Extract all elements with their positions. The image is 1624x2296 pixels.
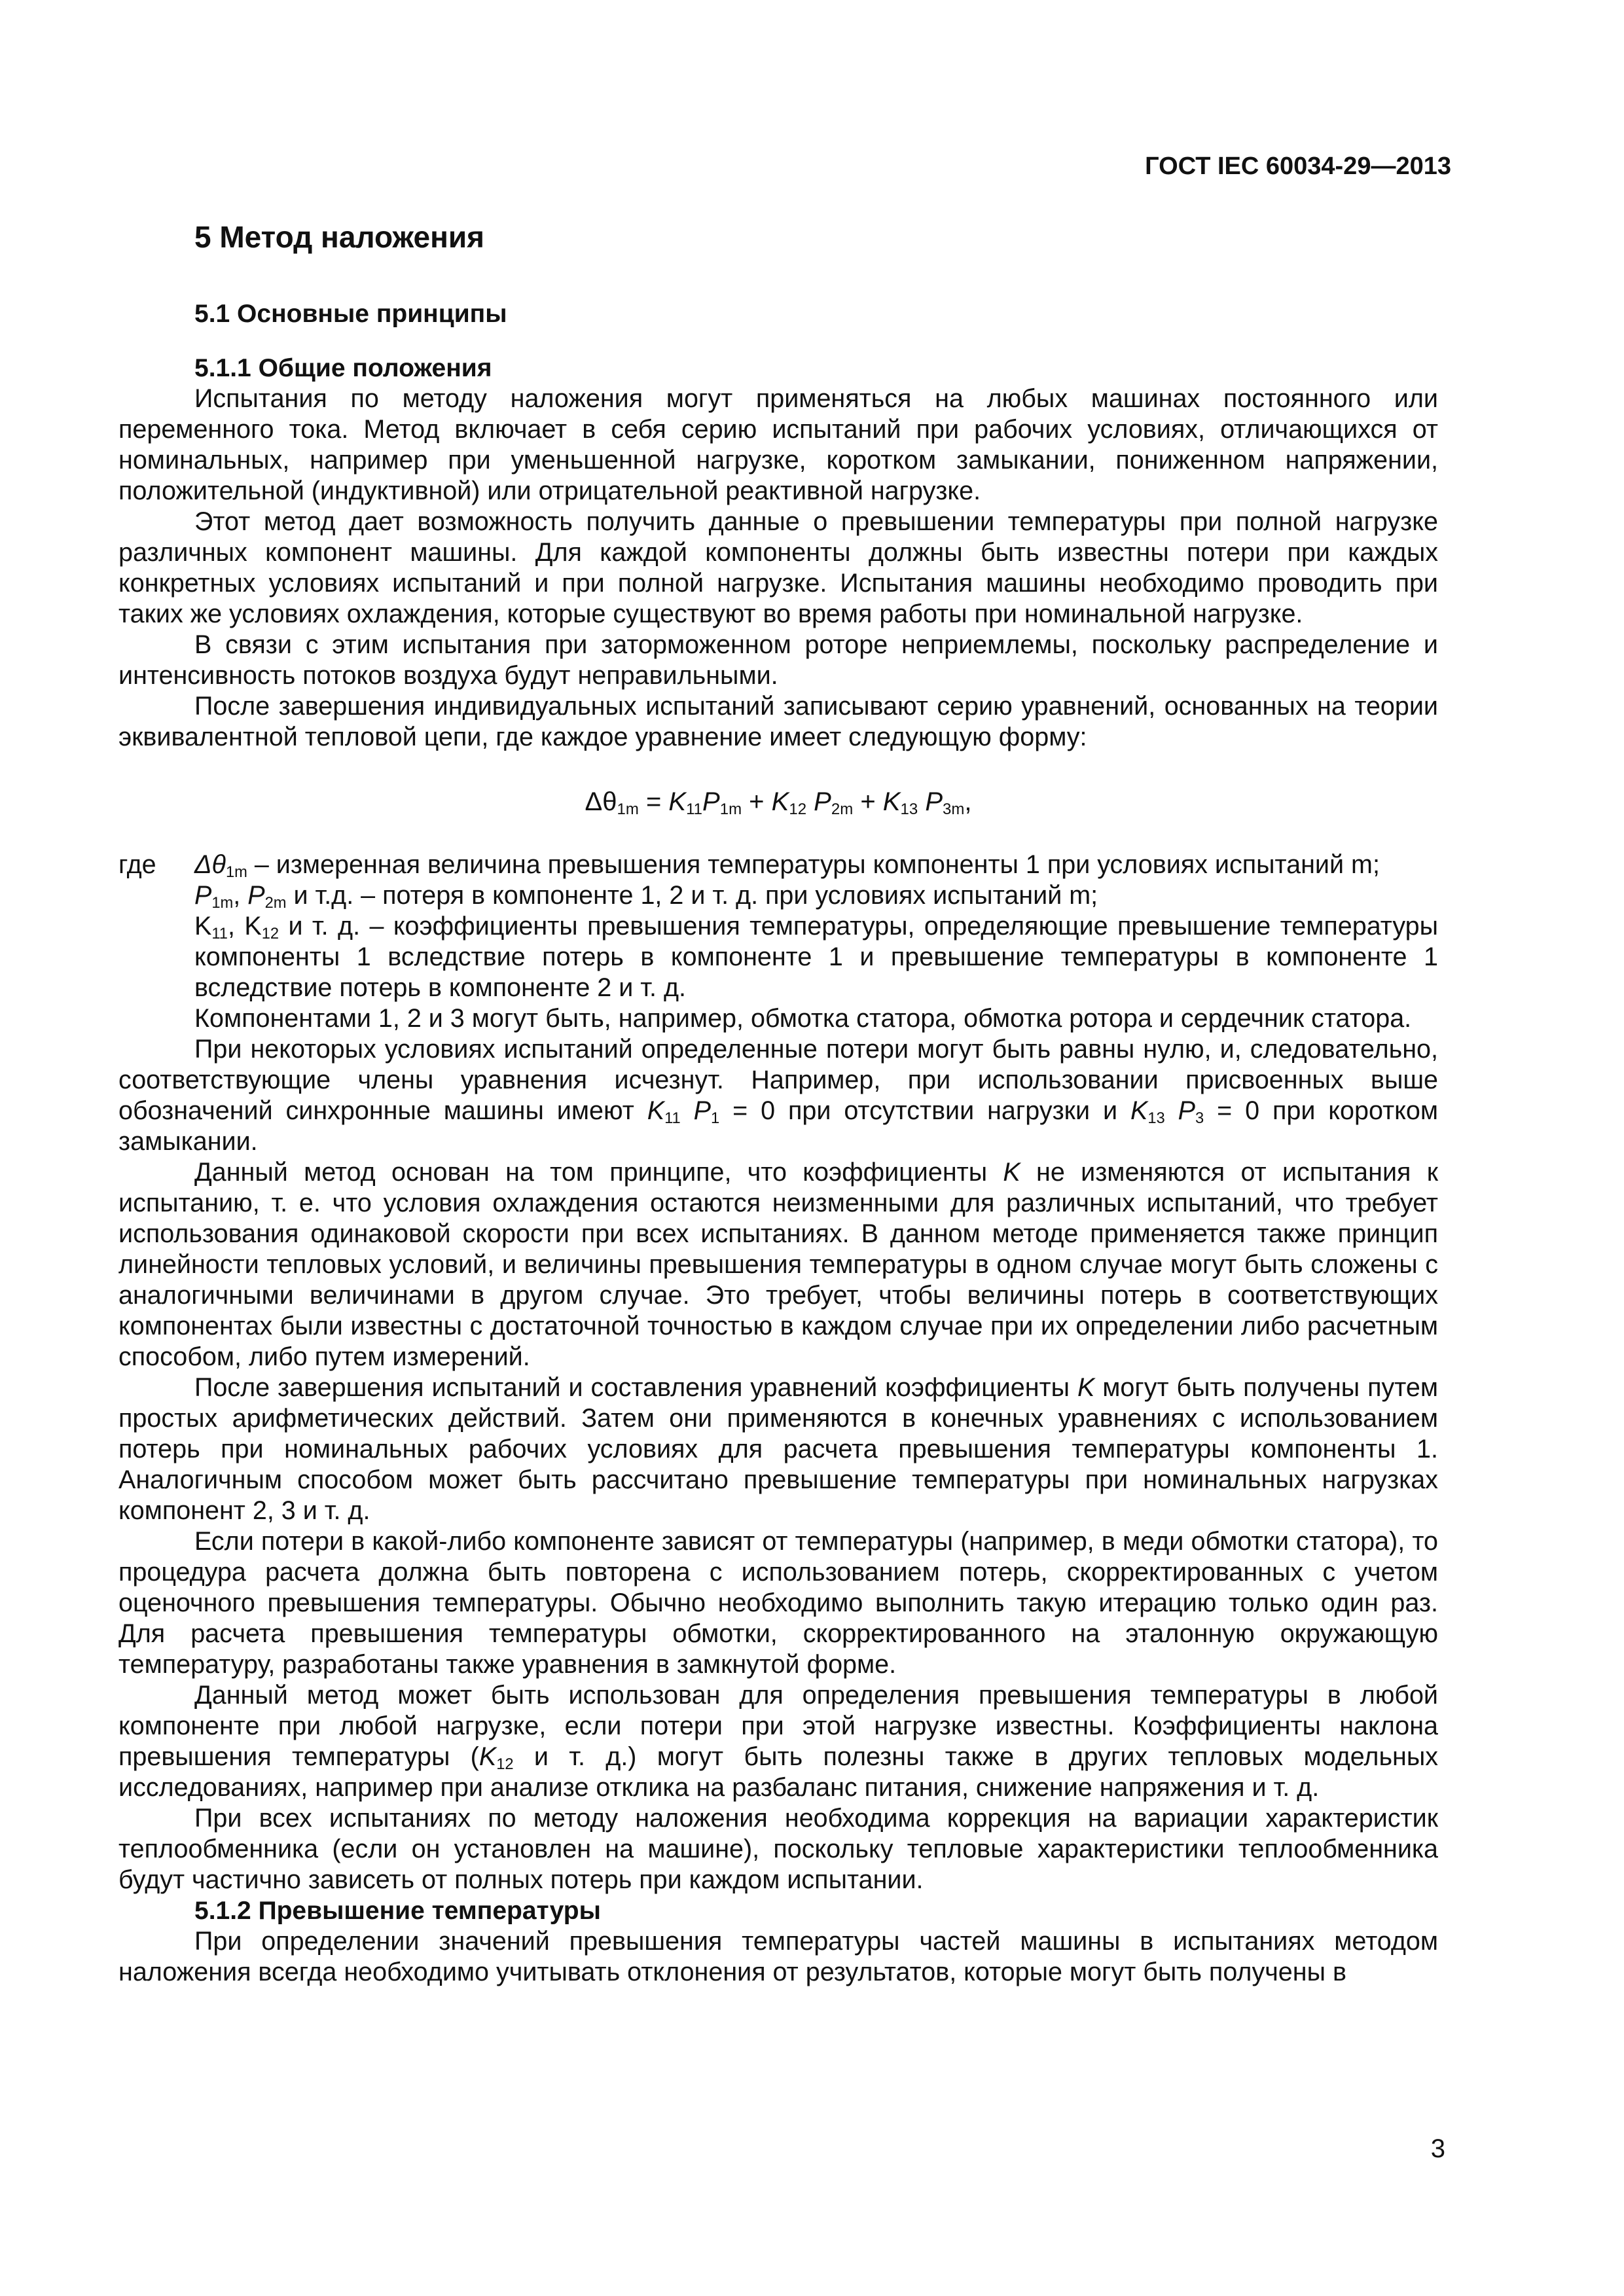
formula-operator: = [638, 787, 669, 816]
definition-separator: , [227, 912, 245, 941]
inline-symbol: K [1077, 1373, 1095, 1402]
formula-subscript: 2m [831, 800, 854, 818]
formula-subscript: 11 [686, 800, 703, 818]
formula-symbol: K [668, 787, 687, 816]
definition [194, 880, 1438, 911]
formula-punctuation: , [964, 787, 972, 816]
paragraph-text: могут быть получены путем простых арифметических действий. Затем они применяются в конечных уравнениях с использованием потерь при номинальных рабочих условиях для расчета превышения температуры компоненты 1. Аналогичным способом может быть рассчитано превышение температуры при номинальных нагрузках компонент 2, 3 и т. д. [118, 1373, 1438, 1525]
paragraph: Испытания по методу наложения могут применяться на любых машинах постоянного или переменного тока. Метод включает в себя серию испытаний при рабочих условиях, отличающихся от номинальных, например при уменьшенной нагрузке, коротком замыкании, пониженном напряжении, положительной (индуктивной) или отрицательной реактивной нагрузке. [118, 384, 1438, 505]
inline-subscript: 13 [1147, 1109, 1165, 1127]
formula-operator: + [742, 787, 772, 816]
paragraph-text: После завершения испытаний и составления уравнений коэффициенты [194, 1373, 1077, 1402]
formula-symbol: K [771, 787, 789, 816]
paragraph-text: При некоторых условиях испытаний определенные потери могут быть равны нулю, и, следовательно, соответствующие члены уравнения исчезнут. Например, при использовании присвоенных выше обозначений синхронные машины имеют [118, 1035, 1438, 1125]
definition-symbol: P [247, 881, 265, 910]
inline-symbol: K [647, 1096, 665, 1125]
inline-symbol: K [478, 1742, 497, 1771]
where-block [118, 850, 1438, 1003]
page-number: 3 [1430, 2134, 1445, 2163]
paragraph-text: и т. д.) могут быть полезны также в других тепловых модельных исследованиях, например при анализе отклика на разбаланс питания, снижение напряжения и т. д. [118, 1742, 1439, 1802]
formula-subscript: 1m [617, 800, 639, 818]
formula-subscript: 1m [719, 800, 742, 818]
paragraph-text: Данный метод основан на том принципе, что коэффициенты [194, 1158, 1003, 1187]
subsection-5-1-1-title: 5.1.1 Общие положения [194, 354, 492, 382]
formula [118, 785, 1438, 818]
definition-subscript: 1m [211, 894, 234, 912]
inline-subscript: 1 [711, 1109, 720, 1127]
inline-subscript: 11 [664, 1109, 681, 1127]
paragraph: После завершения индивидуальных испытаний записывают серию уравнений, основанных на теории эквивалентной тепловой цепи, где каждое уравнение имеет следующую форму: [118, 692, 1438, 751]
paragraph: Если потери в какой-либо компоненте зависят от температуры (например, в меди обмотки статора), то процедура расчета должна быть повторена с использованием потерь, скорректированных с учетом оценочного превышения температуры. Обычно необходимо выполнить такую итерацию только один раз. Для расчета превышения температуры обмотки, скорректированного на эталонную окружающую температуру, разработаны также уравнения в замкнутой форме. [118, 1527, 1438, 1679]
definition [194, 911, 1438, 1003]
formula-symbol: P [702, 787, 720, 816]
definition-symbol: K [194, 912, 212, 941]
paragraph-text: = 0 при отсутствии нагрузки и [719, 1096, 1130, 1125]
formula-symbol: P [814, 787, 831, 816]
standard-number: ГОСТ IEC 60034-29—2013 [1145, 152, 1451, 180]
subsection-5-1-2-title: 5.1.2 Превышение температуры [194, 1897, 601, 1925]
inline-symbol: P [1178, 1096, 1195, 1125]
formula-symbol: Δθ [585, 787, 617, 816]
paragraph: При определении значений превышения температуры частей машины в испытаниях методом наложения всегда необходимо учитывать отклонения от результатов, которые могут быть получены в [118, 1927, 1438, 1986]
definition-text: – измеренная величина превышения температуры компоненты 1 при условиях испытаний m; [247, 850, 1380, 879]
definition-separator: , [233, 881, 248, 910]
formula-subscript: 13 [900, 800, 918, 818]
paragraph [118, 1372, 1438, 1526]
paragraph [118, 1680, 1438, 1803]
formula-operator: + [853, 787, 883, 816]
paragraph: Этот метод дает возможность получить данные о превышении температуры при полной нагрузке различных компонент машины. Для каждой компоненты должны быть известны потери при каждых конкретных условиях испытаний и при полной нагрузке. Испытания машины необходимо проводить при таких же условиях охлаждения, которые существуют во время работы при номинальной нагрузке. [118, 507, 1438, 628]
definition-symbol: P [194, 881, 212, 910]
page-content [118, 209, 1438, 1988]
paragraph-text: Данный метод может быть использован для определения превышения температуры в любой компоненте при любой нагрузке, если потери при этой нагрузке известны. Коэффициенты наклона превышения температуры ( [118, 1681, 1438, 1771]
definition-subscript: 1m [225, 863, 247, 881]
definition-text: и т.д. – потеря в компоненте 1, 2 и т. д. при условиях испытаний m; [286, 881, 1098, 910]
paragraph-text: = 0 при коротком замыкании. [118, 1096, 1439, 1156]
subsection-title: 5.1 Основные принципы [194, 300, 507, 328]
definition-subscript: 2m [264, 894, 287, 912]
paragraph: В связи с этим испытания при заторможенном роторе неприемлемы, поскольку распределение и интенсивность потоков воздуха будут неправильными. [118, 630, 1438, 690]
formula-subscript: 12 [789, 800, 807, 818]
section-title: 5 Метод наложения [194, 220, 485, 254]
formula-symbol: P [925, 787, 943, 816]
formula-subscript: 3m [943, 800, 965, 818]
where-label: где [118, 850, 156, 879]
inline-symbol: K [1003, 1158, 1020, 1187]
formula-symbol: K [882, 787, 901, 816]
inline-symbol: P [693, 1096, 711, 1125]
where-definitions [194, 850, 1438, 1003]
definition-text: и т. д. – коэффициенты превышения температуры, определяющие превышение температуры компоненты 1 вследствие потерь в компоненте 1 и превышение температуры в компоненте 1 вследствие потерь в компоненте 2 и т. д. [194, 912, 1439, 1002]
definition [194, 850, 1438, 880]
definition-symbol: K [244, 912, 262, 941]
definition-subscript: 12 [261, 925, 280, 942]
definition-symbol: Δθ [194, 850, 226, 879]
paragraph [118, 1157, 1438, 1372]
paragraph-text: не изменяются от испытания к испытанию, т. е. что условия охлаждения остаются неизменными для различных испытаний, что требует использования одинаковой скорости при всех испытаниях. В данном методе применяется также принцип линейности тепловых условий, и величины превышения температуры в одном случае могут быть сложены с аналогичными величинами в другом случае. Это требует, чтобы величины потерь в соответствующих компонентах были известны с достаточной точностью в каждом случае при их определении либо расчетным способом, либо путем измерений. [118, 1158, 1438, 1371]
paragraph [118, 1034, 1438, 1157]
inline-subscript: 3 [1195, 1109, 1204, 1127]
paragraph: При всех испытаниях по методу наложения необходима коррекция на вариации характеристик теплообменника (если он установлен на машине), поскольку тепловые характеристики теплообменника будут частично зависеть от полных потерь при каждом испытании. [118, 1804, 1438, 1894]
definition-subscript: 11 [211, 925, 228, 942]
inline-subscript: 12 [496, 1755, 514, 1773]
paragraph: Компонентами 1, 2 и 3 могут быть, например, обмотка статора, обмотка ротора и сердечник статора. [194, 1004, 1412, 1033]
inline-symbol: K [1130, 1096, 1148, 1125]
